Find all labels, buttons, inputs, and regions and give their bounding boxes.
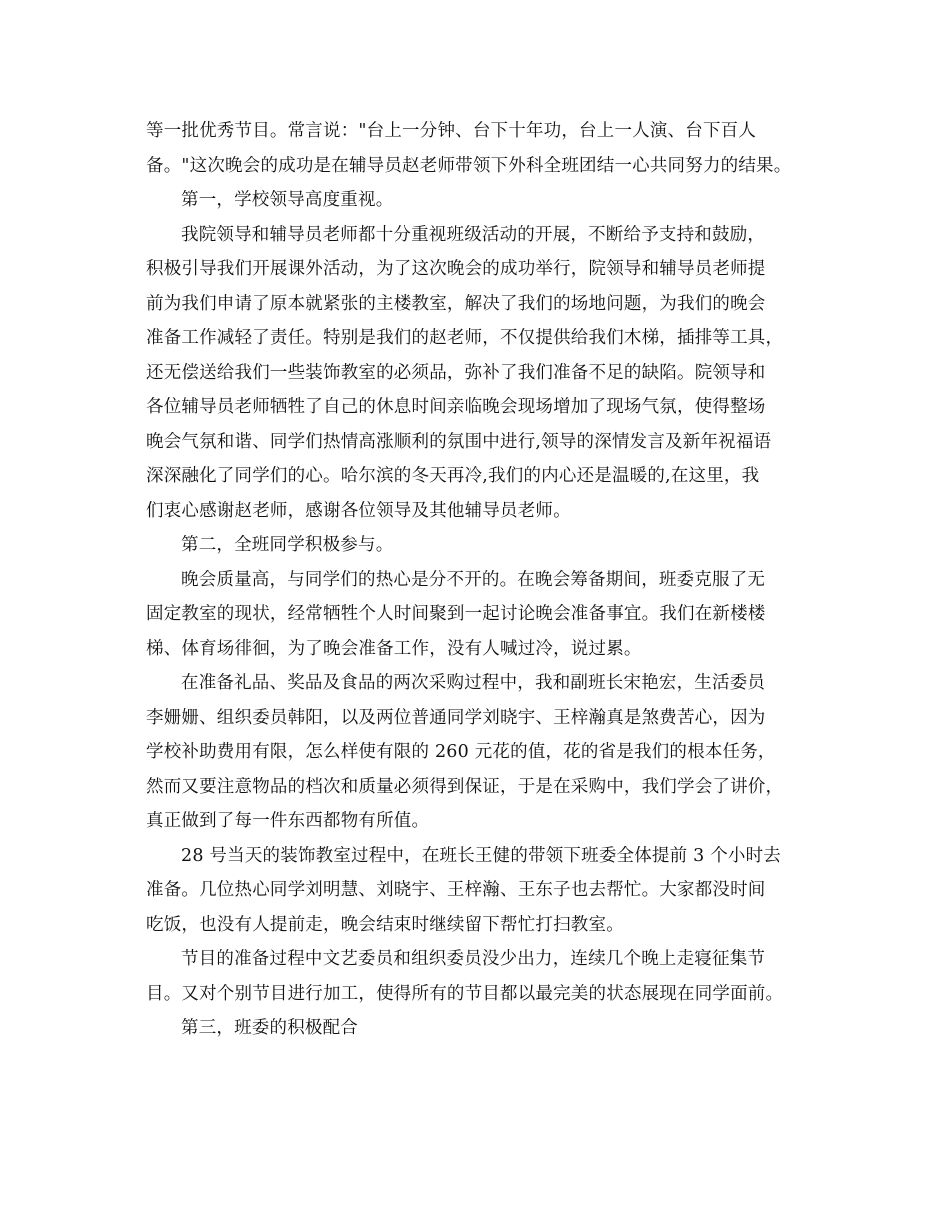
text-line: 目。又对个别节目进行加工，使得所有的节目都以最完美的状态展现在同学面前。 — [146, 983, 784, 1004]
text-line: 吃饭，也没有人提前走，晚会结束时继续留下帮忙打扫教室。 — [146, 914, 624, 935]
text-line: 然而又要注意物品的档次和质量必须得到保证，于是在采购中，我们学会了讲价， — [146, 776, 784, 797]
text-line: 固定教室的现状，经常牺牲个人时间聚到一起讨论晚会准备事宜。我们在新楼楼 — [146, 604, 766, 624]
text-line: 我院领导和辅导员老师都十分重视班级活动的开展，不断给予支持和鼓励， — [181, 224, 766, 245]
text-line: 学校补助费用有限，怎么样使有限的 260 元花的值，花的省是我们的根本任务， — [146, 742, 776, 762]
text-line: 梯、体育场徘徊，为了晚会准备工作，没有人喊过冷，说过累。 — [146, 638, 642, 659]
text-line: 还无偿送给我们一些装饰教室的必须品，弥补了我们准备不足的缺陷。院领导和 — [146, 362, 766, 383]
text-line: 准备工作减轻了责任。特别是我们的赵老师，不仅提供给我们木梯，插排等工具， — [146, 328, 784, 348]
text-line: 李姗姗、组织委员韩阳，以及两位普通同学刘晓宇、王梓瀚真是煞费苦心，因为 — [146, 707, 766, 728]
document-body — [146, 114, 826, 1046]
section-heading: 第二，全班同学积极参与。 — [181, 535, 394, 555]
text-line: 晚会质量高，与同学们的热心是分不开的。在晚会筹备期间，班委克服了无 — [181, 569, 766, 590]
text-line: 积极引导我们开展课外活动，为了这次晚会的成功举行，院领导和辅导员老师提 — [146, 259, 766, 279]
text-line: 晚会气氛和谐、同学们热情高涨顺利的氛围中进行,领导的深情发言及新年祝福语 — [146, 431, 772, 452]
text-line: 等一批优秀节目。常言说："台上一分钟、台下十年功，台上一人演、台下百人 — [146, 121, 757, 141]
text-line: 准备。几位热心同学刘明慧、刘晓宇、王梓瀚、王东子也去帮忙。大家都没时间 — [146, 880, 766, 900]
section-heading: 第一，学校领导高度重视。 — [181, 190, 394, 210]
text-line: 深深融化了同学们的心。哈尔滨的冬天再冷,我们的内心还是温暖的,在这里，我 — [146, 466, 760, 486]
text-line: 28 号当天的装饰教室过程中，在班长王健的带领下班委全体提前 3 个小时去 — [181, 845, 781, 866]
text-line: 们衷心感谢赵老师，感谢各位领导及其他辅导员老师。 — [146, 500, 571, 521]
text-line: 各位辅导员老师牺牲了自己的休息时间亲临晚会现场增加了现场气氛，使得整场 — [146, 397, 766, 417]
text-line: 在准备礼品、奖品及食品的两次采购过程中，我和副班长宋艳宏，生活委员 — [181, 673, 766, 693]
section-heading: 第三，班委的积极配合 — [181, 1018, 358, 1038]
text-line: 备。"这次晚会的成功是在辅导员赵老师带领下外科全班团结一心共同努力的结果。 — [146, 155, 792, 176]
text-line: 真正做到了每一件东西都物有所值。 — [146, 811, 430, 831]
text-line: 节目的准备过程中文艺委员和组织委员没少出力，连续几个晚上走寝征集节 — [181, 949, 766, 969]
text-line: 前为我们申请了原本就紧张的主楼教室，解决了我们的场地问题，为我们的晚会 — [146, 293, 766, 314]
